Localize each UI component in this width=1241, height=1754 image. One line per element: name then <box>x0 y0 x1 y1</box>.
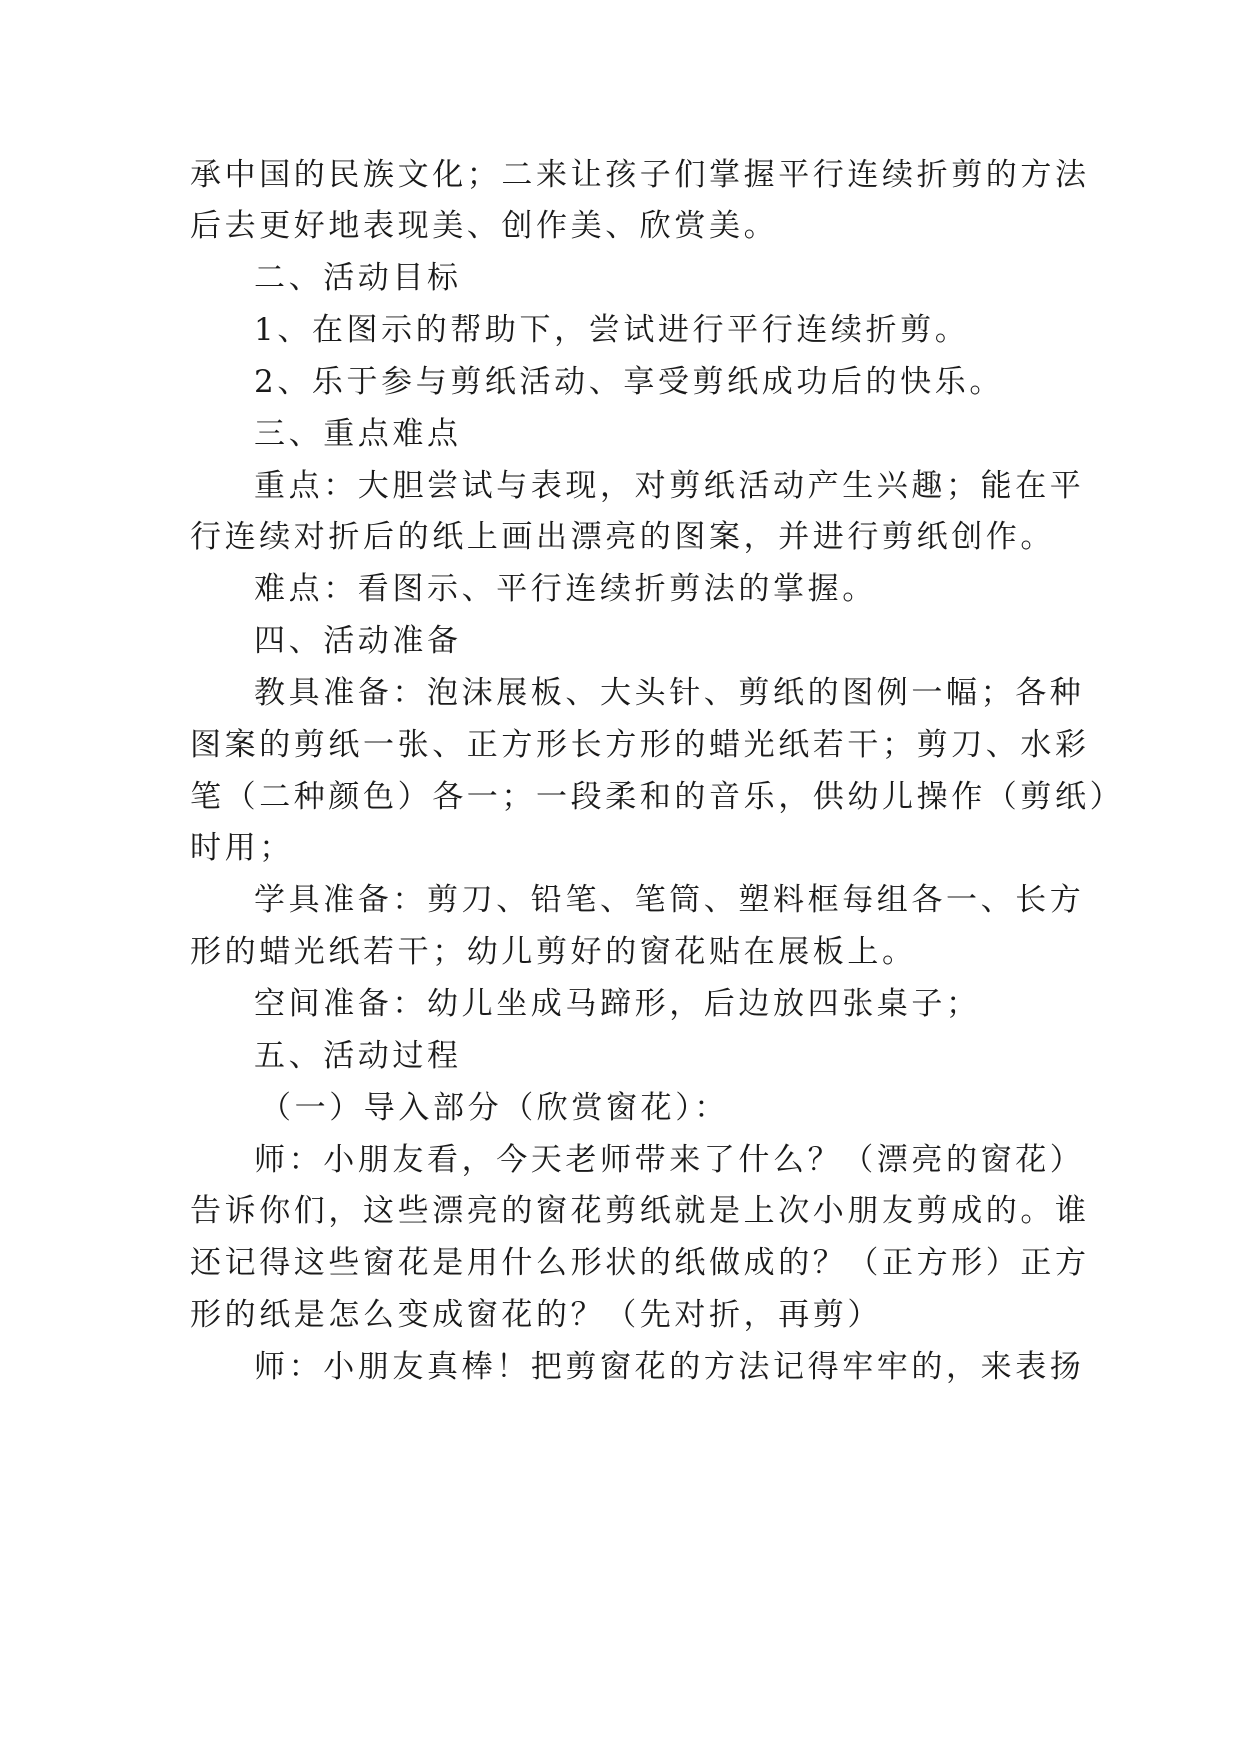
text-line: 后去更好地表现美、创作美、欣赏美。 <box>190 208 779 244</box>
text-line: 告诉你们，这些漂亮的窗花剪纸就是上次小朋友剪成的。谁 <box>190 1193 1090 1229</box>
text-line: 师：小朋友真棒！把剪窗花的方法记得牢牢的，来表扬 <box>254 1349 1085 1385</box>
text-line: 师：小朋友看，今天老师带来了什么？（漂亮的窗花） <box>254 1142 1085 1178</box>
text-line: 形的纸是怎么变成窗花的？（先对折，再剪） <box>190 1297 882 1333</box>
text-line: 承中国的民族文化；二来让孩子们掌握平行连续折剪的方法 <box>190 157 1090 193</box>
text-line: 重点：大胆尝试与表现，对剪纸活动产生兴趣；能在平 <box>254 468 1085 504</box>
text-line: 难点：看图示、平行连续折剪法的掌握。 <box>254 571 877 607</box>
section-heading: 二、活动目标 <box>254 260 462 296</box>
section-heading: 五、活动过程 <box>254 1038 462 1074</box>
text-line: 时用； <box>190 830 294 866</box>
subsection-heading: （一）导入部分（欣赏窗花）： <box>260 1090 729 1126</box>
text-line: 行连续对折后的纸上画出漂亮的图案，并进行剪纸创作。 <box>190 519 1055 555</box>
text-line: 图案的剪纸一张、正方形长方形的蜡光纸若干；剪刀、水彩 <box>190 727 1090 763</box>
list-item: 1、在图示的帮助下，尝试进行平行连续折剪。 <box>254 312 970 348</box>
text-line: 教具准备：泡沫展板、大头针、剪纸的图例一幅；各种 <box>254 675 1085 711</box>
text-line: 还记得这些窗花是用什么形状的纸做成的？（正方形）正方 <box>190 1245 1090 1281</box>
section-heading: 四、活动准备 <box>254 623 462 659</box>
section-heading: 三、重点难点 <box>254 416 462 452</box>
text-line: 形的蜡光纸若干；幼儿剪好的窗花贴在展板上。 <box>190 934 917 970</box>
text-line: 空间准备：幼儿坐成马蹄形，后边放四张桌子； <box>254 986 981 1022</box>
text-line: 笔（二种颜色）各一；一段柔和的音乐，供幼儿操作（剪纸） <box>190 779 1125 815</box>
text-line: 学具准备：剪刀、铅笔、笔筒、塑料框每组各一、长方 <box>254 882 1085 918</box>
list-item: 2、乐于参与剪纸活动、享受剪纸成功后的快乐。 <box>254 364 1004 400</box>
